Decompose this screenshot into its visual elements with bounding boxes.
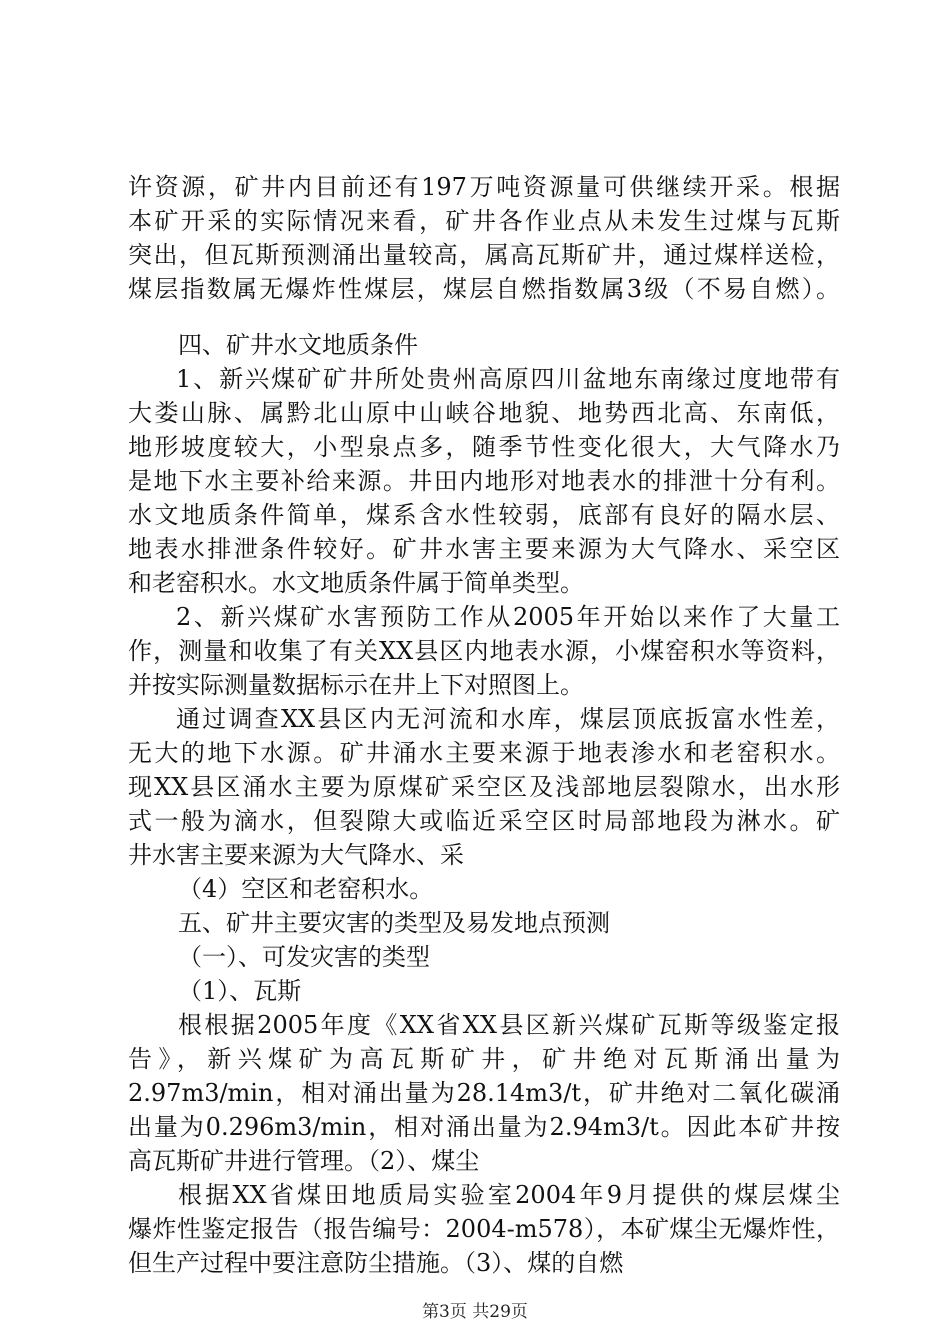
- body-line: 1、新兴煤矿矿井所处贵州高原四川盆地东南缘过度地带有: [176, 365, 840, 393]
- body-line: 出量为0.296m3/min，相对涌出量为2.94m3/t。因此本矿井按: [128, 1113, 840, 1141]
- body-line: 煤层指数属无爆炸性煤层，煤层自燃指数属3级（不易自燃）。: [128, 275, 840, 303]
- page-number-footer: 第3页 共29页: [422, 1302, 528, 1322]
- body-line: 式一般为滴水，但裂隙大或临近采空区时局部地段为淋水。矿: [128, 807, 840, 835]
- body-line: 高瓦斯矿井进行管理。（2）、煤尘: [128, 1147, 480, 1175]
- body-line: 作，测量和收集了有关XX县区内地表水源，小煤窑积水等资料，: [128, 637, 840, 665]
- section-heading: 四、矿井水文地质条件: [178, 331, 418, 359]
- body-line: 水文地质条件简单，煤系含水性较弱，底部有良好的隔水层、: [128, 501, 840, 529]
- body-line: 大娄山脉、属黔北山原中山峡谷地貌、地势西北高、东南低，: [128, 399, 840, 427]
- body-line: 本矿开采的实际情况来看，矿井各作业点从未发生过煤与瓦斯: [128, 207, 840, 235]
- body-line: 和老窑积水。水文地质条件属于简单类型。: [128, 569, 584, 597]
- body-line: 通过调查XX县区内无河流和水库，煤层顶底扳富水性差，: [176, 705, 840, 733]
- body-line: 2.97m3/min，相对涌出量为28.14m3/t，矿井绝对二氧化碳涌: [128, 1079, 840, 1107]
- body-line: 告》，新兴煤矿为高瓦斯矿井，矿井绝对瓦斯涌出量为: [128, 1045, 840, 1073]
- body-line: 但生产过程中要注意防尘措施。（3）、煤的自燃: [128, 1249, 624, 1277]
- body-line: 爆炸性鉴定报告（报告编号：2004-m578），本矿煤尘无爆炸性，: [128, 1215, 840, 1243]
- section-heading: 五、矿井主要灾害的类型及易发地点预测: [178, 909, 610, 937]
- body-line: 地形坡度较大，小型泉点多，随季节性变化很大，大气降水乃: [128, 433, 840, 461]
- body-line: 许资源，矿井内目前还有197万吨资源量可供继续开采。根据: [128, 173, 840, 201]
- body-line: 井水害主要来源为大气降水、采: [128, 841, 464, 869]
- body-line: 根据XX省煤田地质局实验室2004年9月提供的煤层煤尘: [178, 1181, 840, 1209]
- body-line: 根根据2005年度《XX省XX县区新兴煤矿瓦斯等级鉴定报: [178, 1011, 840, 1039]
- body-line: 并按实际测量数据标示在井上下对照图上。: [128, 671, 584, 699]
- body-line: 无大的地下水源。矿井涌水主要来源于地表渗水和老窑积水。: [128, 739, 840, 767]
- body-line: 是地下水主要补给来源。井田内地形对地表水的排泄十分有利。: [128, 467, 840, 495]
- subsection-heading: （一）、可发灾害的类型: [178, 943, 430, 971]
- item-heading: （1）、瓦斯: [178, 977, 302, 1005]
- body-line: 突出，但瓦斯预测涌出量较高，属高瓦斯矿井，通过煤样送检，: [128, 241, 840, 269]
- body-line: （4）空区和老窑积水。: [178, 875, 434, 903]
- body-line: 2、新兴煤矿水害预防工作从2005年开始以来作了大量工: [176, 603, 840, 631]
- body-line: 地表水排泄条件较好。矿井水害主要来源为大气降水、采空区: [128, 535, 840, 563]
- body-line: 现XX县区涌水主要为原煤矿采空区及浅部地层裂隙水，出水形: [128, 773, 840, 801]
